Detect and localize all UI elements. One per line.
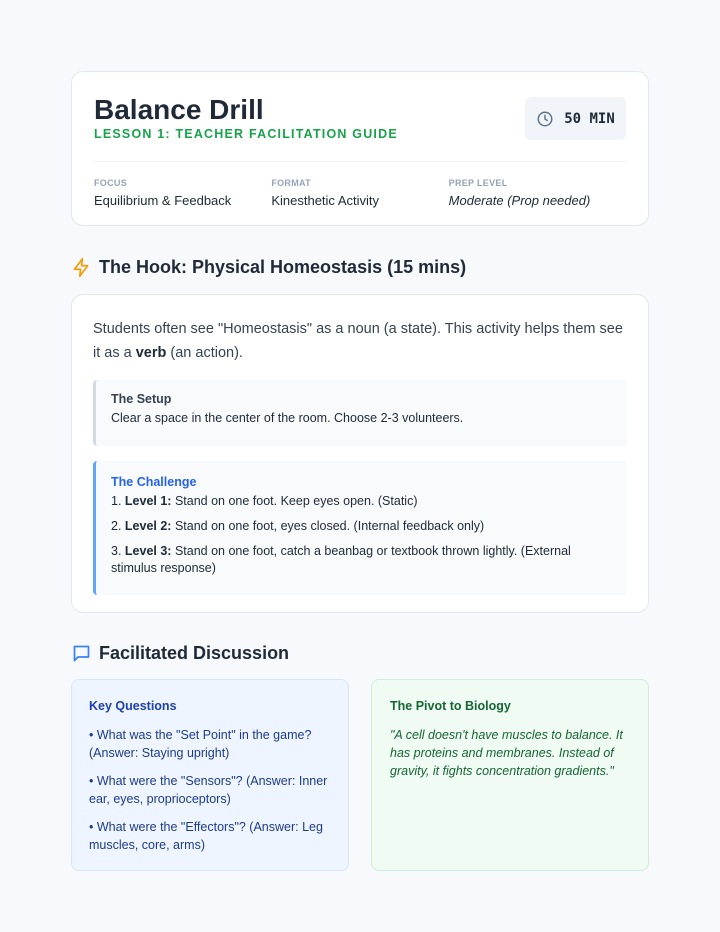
meta-label: PREP LEVEL	[448, 178, 508, 188]
header-card	[71, 71, 649, 226]
meta-prep-level	[449, 178, 626, 208]
item-text: Stand on one foot, eyes closed. (Internal feedback only)	[171, 519, 485, 533]
setup-block	[93, 380, 627, 446]
question-list	[89, 726, 331, 854]
item-text: Stand on one foot, catch a beanbag or textbook thrown lightly. (External stimulus response)	[111, 544, 571, 575]
discussion-heading	[71, 643, 649, 664]
hook-heading-text: The Hook: Physical Homeostasis (15 mins)	[99, 257, 467, 277]
page-title: Balance Drill	[94, 94, 264, 125]
header-divider	[94, 161, 626, 162]
list-item: • What were the "Effectors"? (Answer: Leg muscles, core, arms)	[89, 820, 323, 852]
challenge-heading: The Challenge	[111, 475, 197, 489]
meta-value: Moderate (Prop needed)	[448, 193, 591, 208]
item-text: Stand on one foot. Keep eyes open. (Static)	[171, 494, 418, 508]
duration-label: 50 MIN	[564, 110, 615, 127]
list-item	[111, 543, 612, 577]
intro-bold: verb	[135, 345, 167, 361]
item-number: 3.	[111, 544, 122, 558]
intro-text: Students often see "Homeostasis" as a noun (a state). This activity helps them see it as a	[93, 321, 623, 361]
meta-label: FORMAT	[271, 178, 311, 188]
key-questions-heading: Key Questions	[89, 699, 177, 713]
list-item: • What were the "Sensors"? (Answer: Inner ear, eyes, proprioceptors)	[89, 774, 328, 806]
lesson-subtitle: LESSON 1: TEACHER FACILITATION GUIDE	[94, 127, 398, 141]
lightning-icon	[71, 257, 92, 278]
item-level: Level 3:	[124, 544, 172, 558]
item-number: 2.	[111, 519, 122, 533]
meta-label: FOCUS	[94, 178, 127, 188]
pivot-quote: "A cell doesn't have muscles to balance. It has proteins and membranes. Instead of gravity, it fights concentration gradients."	[390, 728, 623, 778]
challenge-list	[111, 493, 612, 577]
hook-heading	[71, 257, 649, 278]
setup-heading: The Setup	[111, 392, 172, 406]
hook-card	[71, 294, 649, 613]
clock-icon	[536, 110, 554, 128]
list-item	[111, 493, 612, 510]
list-item: • What was the "Set Point" in the game? (Answer: Staying upright)	[89, 728, 312, 760]
discussion-heading-text: Facilitated Discussion	[99, 643, 290, 663]
duration-badge	[525, 97, 626, 140]
meta-value: Equilibrium & Feedback	[94, 193, 232, 208]
list-item	[111, 518, 612, 535]
lesson-guide	[71, 71, 649, 871]
challenge-block	[93, 461, 627, 595]
item-number: 1.	[111, 494, 122, 508]
meta-focus	[94, 178, 271, 208]
meta-value: Kinesthetic Activity	[271, 193, 379, 208]
setup-text: Clear a space in the center of the room. Choose 2-3 volunteers.	[111, 411, 464, 425]
intro-text-end: (an action).	[166, 345, 243, 361]
chat-bubble-icon	[71, 643, 92, 664]
item-level: Level 2:	[124, 519, 172, 533]
meta-row	[94, 178, 626, 208]
pivot-heading: The Pivot to Biology	[390, 699, 511, 713]
item-level: Level 1:	[124, 494, 172, 508]
hook-intro	[93, 317, 627, 365]
pivot-box	[371, 679, 649, 871]
discussion-grid	[71, 679, 649, 871]
meta-format	[271, 178, 448, 208]
key-questions-box	[71, 679, 349, 871]
